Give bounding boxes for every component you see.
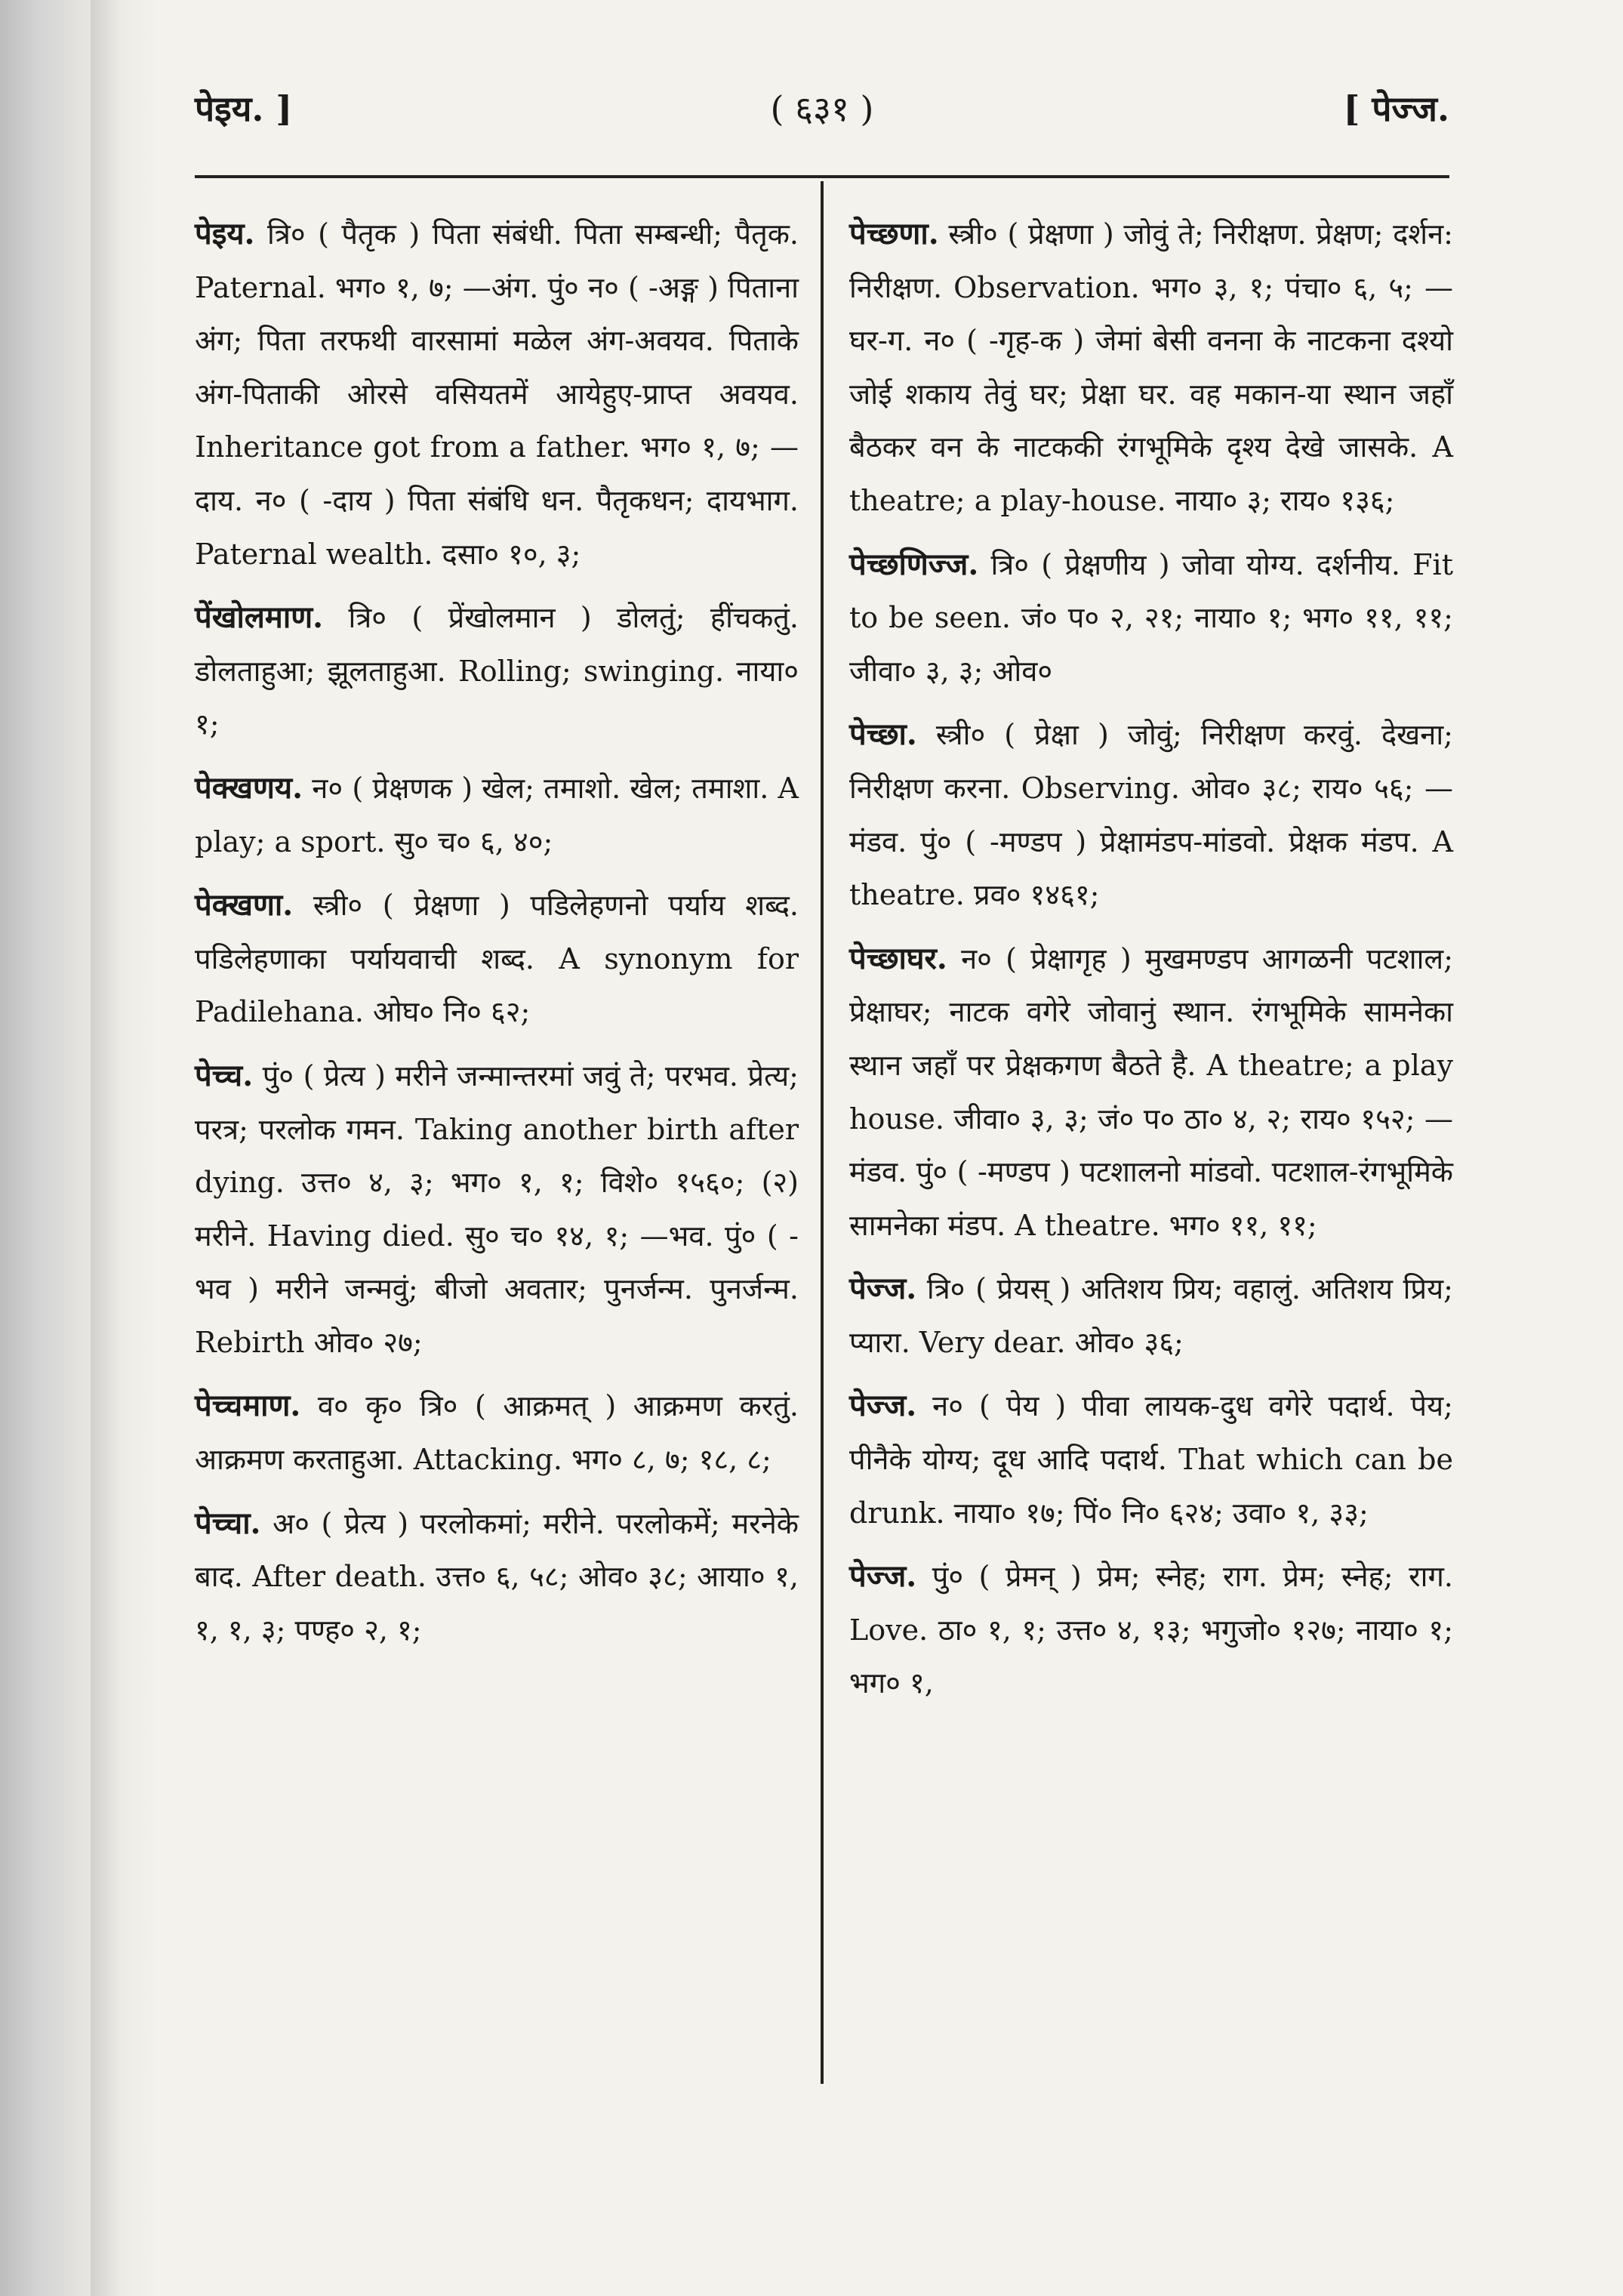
entry-text: न० ( प्रेक्षणक ) खेल; तमाशो. खेल; तमाशा. A play; a sport. सु० च० ६, ४०; bbox=[195, 771, 799, 858]
entry-text: त्रि० ( प्रेंखोलमान ) डोलतुं; हींचकतुं. डोलताहुआ; झूलताहुआ. Rolling; swinging. नाया० १; bbox=[195, 601, 799, 741]
dictionary-entry bbox=[849, 538, 1453, 698]
entry-text: त्रि० ( पैतृक ) पिता संबंधी. पिता सम्बन्धी; पैतृक. Paternal. भग० १, ७; —अंग. पुं० न० ( -अङ्ग ) पिताना अंग; पिता तरफथी वारसामां मळेल अंग-अवयव. पिताके अंग-पिताकी ओरसे वसियतमें आयेहुए-प्राप्त अवयव. Inheritance got from a father. भग० १, ७; —दाय. न० ( -दाय ) पिता संबंधि धन. पैतृकधन; दायभाग. Paternal wealth. दसा० १०, ३; bbox=[195, 217, 799, 571]
entry-text: अ० ( प्रेत्य ) परलोकमां; मरीने. परलोकमें; मरनेके बाद. After death. उत्त० ६, ५८; ओव० ३८; आया० १, १, १, ३; पण्ह० २, १; bbox=[195, 1506, 799, 1647]
entry-headword: पेच्छाघर. bbox=[849, 940, 947, 976]
entry-headword: पेच्चा. bbox=[195, 1505, 261, 1541]
entry-text: न० ( प्रेक्षागृह ) मुखमण्डप आगळनी पटशाल; प्रेक्षाघर; नाटक वगेरे जोवानुं स्थान. रंगभूमिके सामनेका स्थान जहाँ पर प्रेक्षकगण बैठते है. A theatre; a play house. जीवा० ३, ३; जं० प० ठा० ४, २; राय० १५२; —मंडव. पुं० ( -मण्डप ) पटशालनो मांडवो. पटशाल-रंगभूमिके सामनेका मंडप. A theatre. भग० ११, ११; bbox=[849, 942, 1453, 1242]
entry-text: त्रि० ( प्रेक्षणीय ) जोवा योग्य. दर्शनीय. Fit to be seen. जं० प० २, २१; नाया० १; भग० ११, ११; जीवा० ३, ३; ओव० bbox=[849, 547, 1453, 688]
page-header bbox=[195, 85, 1449, 137]
left-column bbox=[195, 208, 799, 1667]
scan-edge-shadow bbox=[0, 0, 159, 2296]
dictionary-entry bbox=[195, 1379, 799, 1486]
dictionary-entry bbox=[195, 1497, 799, 1657]
right-column bbox=[849, 208, 1453, 1721]
dictionary-entry bbox=[849, 1550, 1453, 1710]
entry-text: स्त्री० ( प्रेक्षणा ) जोवुं ते; निरीक्षण. प्रेक्षण; दर्शन: निरीक्षण. Observation. भग० ३, १; पंचा० ६, ५; —घर-ग. न० ( -गृह-क ) जेमां बेसी वनना के नाटकना दश्यो जोई शकाय तेवुं घर; प्रेक्षा घर. वह मकान-या स्थान जहाँ बैठकर वन के नाटककी रंगभूमिके दृश्य देखे जासके. A theatre; a play-house. नाया० ३; राय० १३६; bbox=[849, 217, 1453, 517]
entry-headword: पेच्छणिज्ज. bbox=[849, 546, 979, 582]
entry-text: त्रि० ( प्रेयस् ) अतिशय प्रिय; वहालुं. अतिशय प्रिय; प्यारा. Very dear. ओव० ३६; bbox=[849, 1272, 1453, 1359]
dictionary-entry bbox=[195, 1049, 799, 1370]
entry-headword: पेज्ज. bbox=[849, 1271, 917, 1307]
entry-headword: पेज्ज. bbox=[849, 1558, 917, 1595]
dictionary-entry bbox=[195, 208, 799, 581]
entry-headword: पेच्छणा. bbox=[849, 216, 939, 251]
dictionary-entry bbox=[849, 1262, 1453, 1369]
entry-headword: पेक्खणय. bbox=[195, 769, 303, 806]
dictionary-entry bbox=[849, 708, 1453, 921]
entry-headword: पेच्चमाण. bbox=[195, 1388, 301, 1424]
entry-text: व० कृ० त्रि० ( आक्रमत् ) आक्रमण करतुं. आक्रमण करताहुआ. Attacking. भग० ८, ७; १८, ८; bbox=[195, 1389, 799, 1477]
header-rule bbox=[195, 175, 1449, 178]
entry-text: पुं० ( प्रेमन् ) प्रेम; स्नेह; राग. प्रेम; स्नेह; राग. Love. ठा० १, १; उत्त० ४, १३; भगुजो० १२७; नाया० १; भग० १, bbox=[849, 1560, 1453, 1700]
header-left-guideword: पेइय. ] bbox=[195, 88, 293, 129]
entry-text: स्त्री० ( प्रेक्षणा ) पडिलेहणनो पर्याय शब्द. पडिलेहणाका पर्यायवाची शब्द. A synonym for Padilehana. ओघ० नि० ६२; bbox=[195, 889, 799, 1029]
entry-headword: पेज्ज. bbox=[849, 1388, 917, 1424]
dictionary-entry bbox=[849, 1379, 1453, 1539]
dictionary-entry bbox=[849, 208, 1453, 528]
entry-headword: पेच्च. bbox=[195, 1057, 254, 1093]
entry-headword: पेच्छा. bbox=[849, 717, 917, 753]
header-right-guideword: [ पेज्ज. bbox=[1343, 88, 1449, 129]
entry-text: स्त्री० ( प्रेक्षा ) जोवुं; निरीक्षण करवुं. देखना; निरीक्षण करना. Observing. ओव० ३८; राय० ५६; —मंडव. पुं० ( -मण्डप ) प्रेक्षामंडप-मांडवो. प्रेक्षक मंडप. A theatre. प्रव० १४६१; bbox=[849, 718, 1453, 912]
entry-text: न० ( पेय ) पीवा लायक-दुध वगेरे पदार्थ. पेय; पीनैके योग्य; दूध आदि पदार्थ. That which can be drunk. नाया० १७; पिं० नि० ६२४; उवा० १, ३३; bbox=[849, 1389, 1453, 1530]
entry-text: पुं० ( प्रेत्य ) मरीने जन्मान्तरमां जवुं ते; परभव. प्रेत्य; परत्र; परलोक गमन. Taking another birth after dying. उत्त० ४, ३; भग० १, १; विशे० १५६०; (२) मरीने. Having died. सु० च० १४, १; —भव. पुं० ( -भव ) मरीने जन्मवुं; बीजो अवतार; पुनर्जन्म. पुनर्जन्म. Rebirth ओव० २७; bbox=[195, 1059, 799, 1359]
column-divider bbox=[821, 181, 824, 2084]
dictionary-entry bbox=[195, 879, 799, 1039]
dictionary-entry bbox=[849, 932, 1453, 1253]
dictionary-entry bbox=[195, 591, 799, 751]
header-page-number: ( ६३१ ) bbox=[770, 88, 874, 129]
entry-headword: पेंखोलमाण. bbox=[195, 599, 324, 636]
entry-headword: पेइय. bbox=[195, 216, 255, 251]
dictionary-entry bbox=[195, 762, 799, 868]
entry-headword: पेक्खणा. bbox=[195, 887, 294, 923]
